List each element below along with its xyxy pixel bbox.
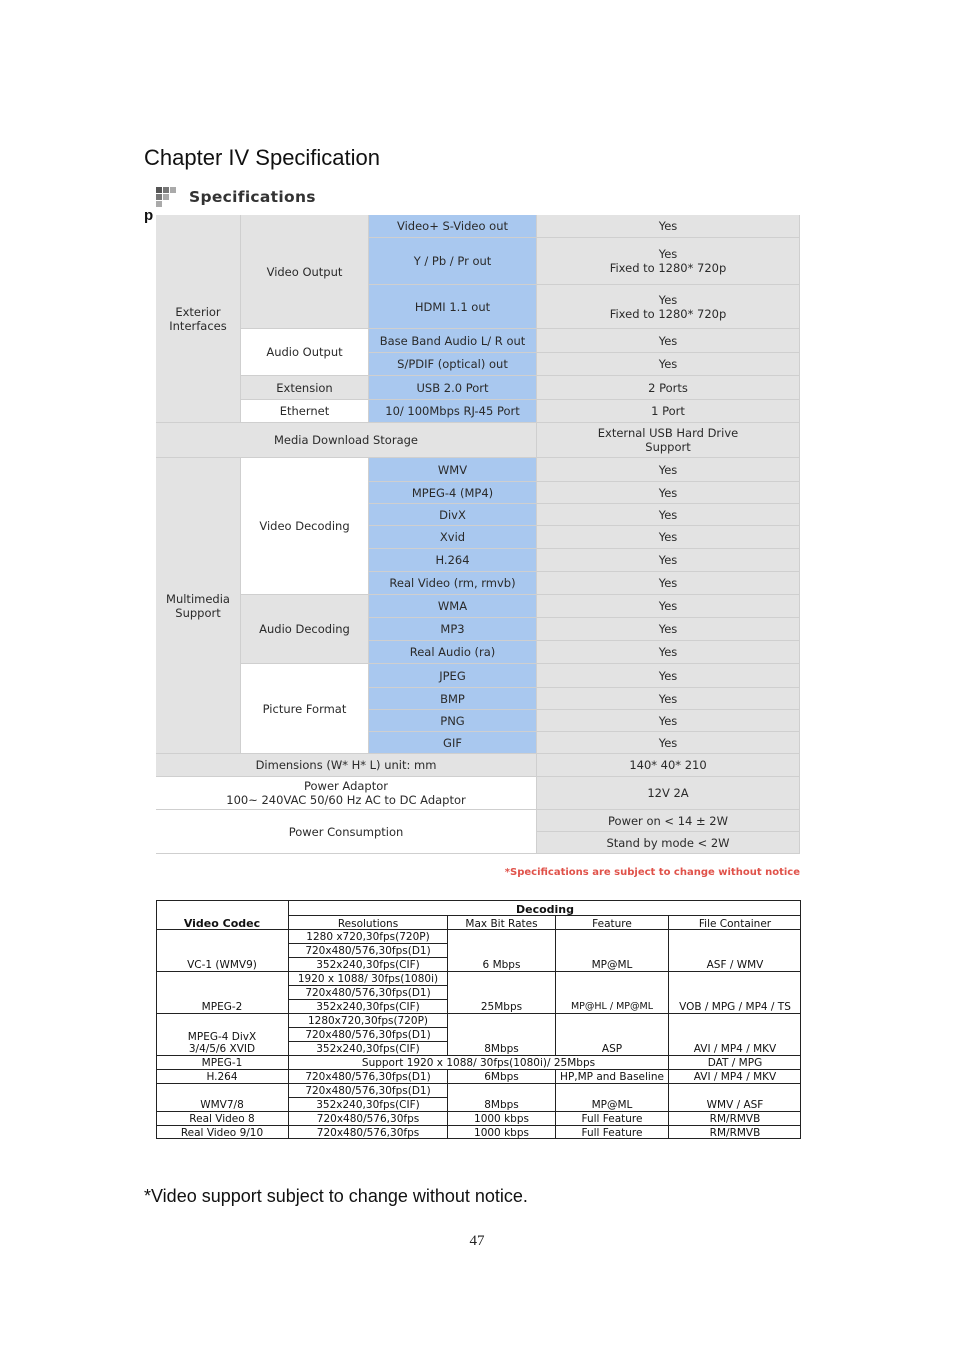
codec-name: Real Video 8 (156, 1111, 288, 1125)
value-cell: Yes (537, 329, 800, 353)
group-multimedia-support: Multimedia Support (156, 458, 241, 754)
feature-cell: MP@ML (555, 929, 668, 971)
item-gif: GIF (369, 732, 537, 754)
subgroup-picture-format: Picture Format (241, 664, 369, 754)
item-ypbpr: Y / Pb / Pr out (369, 238, 537, 285)
value-cell: 140* 40* 210 (537, 754, 800, 777)
value-cell: Yes (537, 458, 800, 482)
value-cell: Yes (537, 482, 800, 504)
header-decoding: Decoding (288, 900, 801, 916)
resolution-cell: 720x480/576,30fps(D1) (288, 985, 447, 999)
resolution-cell: 720x480/576,30fps (288, 1125, 447, 1139)
power-consumption-label: Power Consumption (156, 810, 537, 854)
container-cell: VOB / MPG / MP4 / TS (668, 971, 801, 1013)
item-wma: WMA (369, 595, 537, 618)
subgroup-video-decoding: Video Decoding (241, 458, 369, 595)
codec-name: H.264 (156, 1069, 288, 1083)
bitrate-cell: 8Mbps (447, 1083, 555, 1111)
value-cell: External USB Hard Drive Support (537, 423, 800, 458)
header-resolutions: Resolutions (288, 915, 447, 930)
subgroup-audio-output: Audio Output (241, 329, 369, 376)
feature-cell: MP@HL / MP@ML (555, 971, 668, 1013)
resolution-cell: 720x480/576,30fps(D1) (288, 1027, 447, 1041)
stray-mark: p (144, 207, 154, 224)
item-bmp: BMP (369, 688, 537, 710)
bitrate-cell: 25Mbps (447, 971, 555, 1013)
item-divx: DivX (369, 504, 537, 526)
resolution-cell: 352x240,30fps(CIF) (288, 1041, 447, 1055)
spec-header (156, 186, 316, 208)
bitrate-cell: 1000 kbps (447, 1111, 555, 1125)
value-cell: Yes (537, 215, 800, 238)
value-cell: 1 Port (537, 400, 800, 423)
item-baseband-audio: Base Band Audio L/ R out (369, 329, 537, 353)
value-cell: Yes (537, 664, 800, 688)
resolution-cell: 1280 x720,30fps(720P) (288, 929, 447, 943)
spec-table (156, 215, 800, 854)
header-video-codec: Video Codec (183, 917, 261, 930)
value-cell: Power on < 14 ± 2W (537, 810, 800, 832)
item-jpeg: JPEG (369, 664, 537, 688)
value-cell: Yes Fixed to 1280* 720p (537, 285, 800, 329)
item-h264: H.264 (369, 549, 537, 572)
value-cell: Stand by mode < 2W (537, 832, 800, 854)
container-cell: AVI / MP4 / MKV (668, 1013, 801, 1055)
feature-cell: ASP (555, 1013, 668, 1055)
feature-cell: HP,MP and Baseline (555, 1069, 668, 1083)
item-spdif: S/PDIF (optical) out (369, 353, 537, 376)
container-cell: AVI / MP4 / MKV (668, 1069, 801, 1083)
container-cell: WMV / ASF (668, 1083, 801, 1111)
spec-heading: Specifications (189, 188, 316, 206)
header-file-container: File Container (668, 915, 801, 930)
resolution-cell: 720x480/576,30fps (288, 1111, 447, 1125)
codec-table (156, 900, 801, 1139)
item-hdmi: HDMI 1.1 out (369, 285, 537, 329)
power-adaptor-label: Power Adaptor 100~ 240VAC 50/60 Hz AC to DC Adaptor (156, 777, 537, 810)
item-real-audio: Real Audio (ra) (369, 641, 537, 664)
item-png: PNG (369, 710, 537, 732)
subgroup-video-output: Video Output (241, 215, 369, 329)
resolution-cell: 720x480/576,30fps(D1) (288, 943, 447, 957)
resolution-cell: 1920 x 1088/ 30fps(1080i) (288, 971, 447, 985)
item-mp3: MP3 (369, 618, 537, 641)
resolution-cell: 352x240,30fps(CIF) (288, 957, 447, 971)
value-cell: Yes (537, 688, 800, 710)
value-cell: Yes (537, 641, 800, 664)
resolution-cell: Support 1920 x 1088/ 30fps(1080i)/ 25Mbps (288, 1055, 668, 1069)
subgroup-ethernet: Ethernet (241, 400, 369, 423)
resolution-cell: 352x240,30fps(CIF) (288, 999, 447, 1013)
header-max-bit-rates: Max Bit Rates (447, 915, 555, 930)
value-cell: Yes (537, 353, 800, 376)
resolution-cell: 720x480/576,30fps(D1) (288, 1083, 447, 1097)
feature-cell: Full Feature (555, 1125, 668, 1139)
value-cell: Yes (537, 549, 800, 572)
section-logo-icon (156, 187, 180, 207)
value-cell: 2 Ports (537, 376, 800, 400)
container-cell: DAT / MPG (668, 1055, 801, 1069)
item-usb: USB 2.0 Port (369, 376, 537, 400)
value-cell: Yes (537, 618, 800, 641)
bitrate-cell: 6 Mbps (447, 929, 555, 971)
chapter-title: Chapter IV Specification (144, 145, 381, 170)
subgroup-extension: Extension (241, 376, 369, 400)
bitrate-cell: 6Mbps (447, 1069, 555, 1083)
resolution-cell: 1280x720,30fps(720P) (288, 1013, 447, 1027)
value-cell: 12V 2A (537, 777, 800, 810)
container-cell: ASF / WMV (668, 929, 801, 971)
codec-name: MPEG-2 (156, 971, 288, 1013)
page-number: 47 (469, 1233, 485, 1249)
bitrate-cell: 1000 kbps (447, 1125, 555, 1139)
item-mpeg4: MPEG-4 (MP4) (369, 482, 537, 504)
codec-name: VC-1 (WMV9) (156, 929, 288, 971)
container-cell: RM/RMVB (668, 1111, 801, 1125)
value-cell: Yes (537, 710, 800, 732)
container-cell: RM/RMVB (668, 1125, 801, 1139)
item-video-s-video: Video+ S-Video out (369, 215, 537, 238)
codec-name: MPEG-4 DivX 3/4/5/6 XVID (156, 1013, 288, 1055)
dimensions-label: Dimensions (W* H* L) unit: mm (156, 754, 537, 777)
value-cell: Yes Fixed to 1280* 720p (537, 238, 800, 285)
feature-cell: Full Feature (555, 1111, 668, 1125)
resolution-cell: 352x240,30fps(CIF) (288, 1097, 447, 1111)
value-cell: Yes (537, 526, 800, 549)
item-rj45: 10/ 100Mbps RJ-45 Port (369, 400, 537, 423)
video-note: *Video support subject to change without notice. (144, 1186, 528, 1206)
codec-name: WMV7/8 (156, 1083, 288, 1111)
media-download-storage: Media Download Storage (156, 423, 537, 458)
codec-name: Real Video 9/10 (156, 1125, 288, 1139)
item-real-video: Real Video (rm, rmvb) (369, 572, 537, 595)
item-wmv: WMV (369, 458, 537, 482)
value-cell: Yes (537, 572, 800, 595)
group-exterior-interfaces: Exterior Interfaces (156, 215, 241, 423)
feature-cell: MP@ML (555, 1083, 668, 1111)
spec-note: *Specifications are subject to change without notice (504, 867, 800, 878)
codec-name: MPEG-1 (156, 1055, 288, 1069)
value-cell: Yes (537, 504, 800, 526)
bitrate-cell: 8Mbps (447, 1013, 555, 1055)
resolution-cell: 720x480/576,30fps(D1) (288, 1069, 447, 1083)
value-cell: Yes (537, 595, 800, 618)
subgroup-audio-decoding: Audio Decoding (241, 595, 369, 664)
item-xvid: Xvid (369, 526, 537, 549)
header-feature: Feature (555, 915, 668, 930)
value-cell: Yes (537, 732, 800, 754)
